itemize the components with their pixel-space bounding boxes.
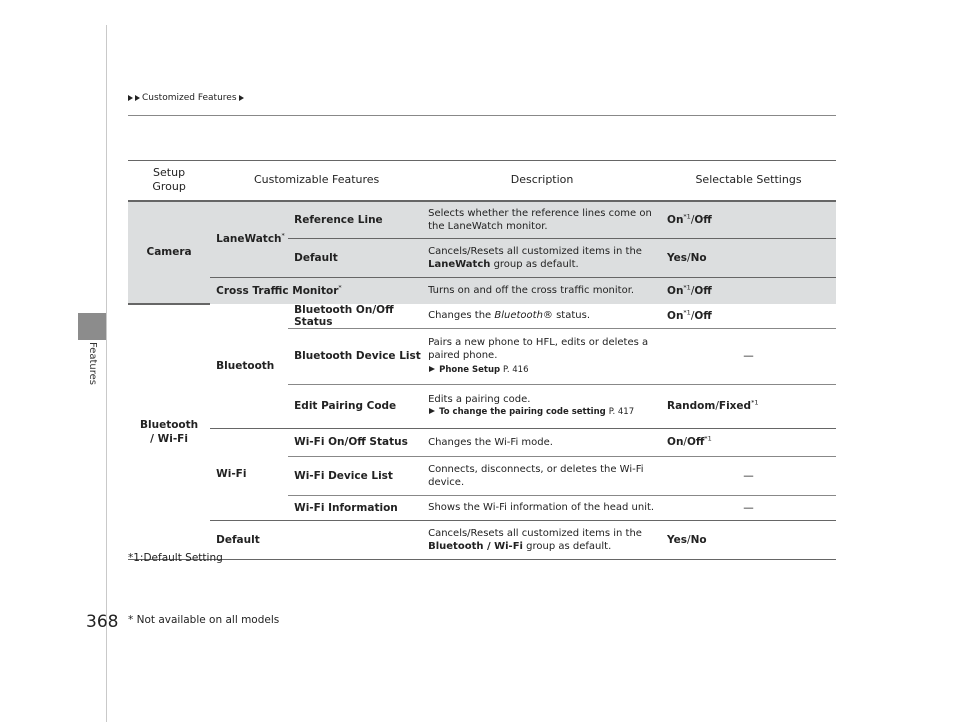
- table-row: [128, 201, 836, 239]
- setting-edit-pairing-code: Random/Fixed$^{*1}$: [661, 384, 836, 428]
- feature-reference-line: Reference Line: [288, 201, 423, 239]
- setting-lanewatch-default: Yes/No: [661, 239, 836, 278]
- header-rule: [128, 115, 836, 116]
- feature-bluetooth-status: Bluetooth On/Off Status: [294, 303, 394, 328]
- triangle-right-icon: [128, 95, 133, 101]
- reference-phone-setup[interactable]: Phone Setup P. 416: [428, 364, 657, 377]
- table-row: [128, 278, 836, 304]
- table-row: [128, 428, 836, 456]
- description-bluetooth-device-list: Pairs a new phone to HFL, edits or deletes a paired phone. Phone Setup P. 416: [423, 328, 661, 384]
- footnote-default-setting: *1:Default Setting: [128, 552, 223, 564]
- triangle-right-icon: [135, 95, 140, 101]
- setting-wifi-device-list: —: [661, 456, 836, 495]
- reference-arrow-icon: [428, 407, 436, 415]
- triangle-right-icon: [239, 95, 244, 101]
- table-row: [128, 520, 836, 559]
- table-row: [128, 304, 836, 329]
- description-lanewatch-default: Cancels/Resets all customized items in the LaneWatch group as default.: [423, 239, 661, 278]
- description-reference-line: Selects whether the reference lines come on the LaneWatch monitor.: [423, 201, 661, 239]
- header-customizable-features: Customizable Features: [210, 161, 423, 201]
- breadcrumb: [128, 93, 244, 103]
- subgroup-wifi: Wi-Fi: [210, 428, 288, 520]
- sidebar-section-label: Features: [87, 342, 98, 385]
- footnote-availability: * Not available on all models: [128, 614, 280, 626]
- feature-cross-traffic-monitor: Cross Traffic Monitor*: [210, 278, 423, 304]
- group-camera: Camera: [128, 201, 210, 304]
- reference-pairing-code-setting[interactable]: To change the pairing code setting P. 417: [428, 406, 657, 419]
- description-bluetooth-status: Changes the Bluetooth® status.: [428, 310, 591, 321]
- setting-bluetooth-wifi-default: Yes/No: [661, 520, 836, 559]
- description-edit-pairing-code: Edits a pairing code. To change the pairing code setting P. 417: [423, 384, 661, 428]
- table-header-row: [128, 161, 836, 201]
- feature-edit-pairing-code: Edit Pairing Code: [288, 384, 423, 428]
- subgroup-bluetooth: Bluetooth: [216, 359, 275, 372]
- header-selectable-settings: Selectable Settings: [661, 161, 836, 201]
- description-wifi-information: Shows the Wi-Fi information of the head unit.: [423, 495, 661, 520]
- description-wifi-status: Changes the Wi-Fi mode.: [423, 428, 661, 456]
- header-description: Description: [423, 161, 661, 201]
- breadcrumb-section-link[interactable]: Customized Features: [142, 93, 237, 103]
- header-setup-group: Setup Group: [128, 161, 210, 201]
- setting-bluetooth-device-list: —: [661, 328, 836, 384]
- feature-wifi-information: Wi-Fi Information: [288, 495, 423, 520]
- feature-bluetooth-wifi-default: Default: [210, 520, 423, 559]
- description-wifi-device-list: Connects, disconnects, or deletes the Wi-Fi device.: [423, 456, 661, 495]
- description-cross-traffic-monitor: Turns on and off the cross traffic monitor.: [423, 278, 661, 304]
- setting-bluetooth-status: On$^{*1}$/Off: [667, 308, 712, 322]
- setting-cross-traffic-monitor: On$^{*1}$/Off: [661, 278, 836, 304]
- feature-lanewatch-default: Default: [288, 239, 423, 278]
- setting-wifi-status: On/Off$^{*1}$: [661, 428, 836, 456]
- setting-reference-line: On$^{*1}$/Off: [661, 201, 836, 239]
- feature-bluetooth-device-list: Bluetooth Device List: [288, 328, 423, 384]
- feature-wifi-status: Wi-Fi On/Off Status: [288, 428, 423, 456]
- customized-features-table: [128, 160, 836, 560]
- description-bluetooth-wifi-default: Cancels/Resets all customized items in the Bluetooth / Wi-Fi group as default.: [423, 520, 661, 559]
- reference-arrow-icon: [428, 365, 436, 373]
- feature-wifi-device-list: Wi-Fi Device List: [288, 456, 423, 495]
- subgroup-lanewatch: LaneWatch*: [210, 201, 288, 278]
- page-number: 368: [86, 612, 119, 632]
- setting-wifi-information: —: [661, 495, 836, 520]
- section-tab-marker: [78, 313, 106, 340]
- group-bluetooth-wifi: Bluetooth / Wi-Fi: [128, 304, 210, 560]
